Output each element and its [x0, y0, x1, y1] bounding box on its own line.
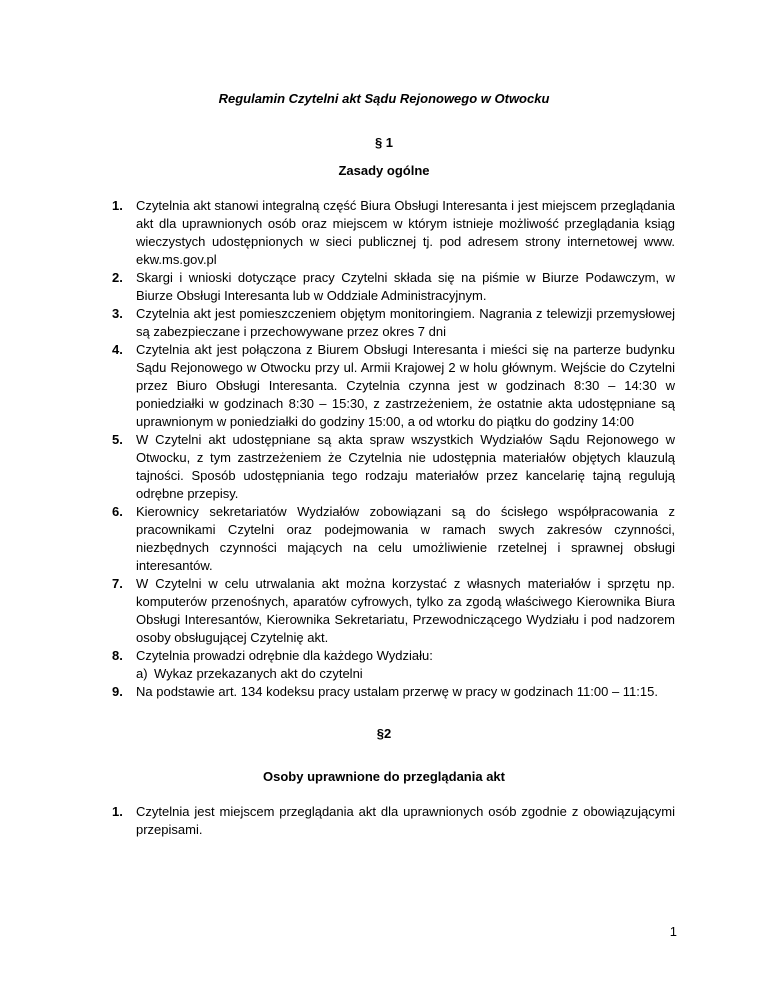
list-item: 9. Na podstawie art. 134 kodeksu pracy ustalam przerwę w pracy w godzinach 11:00 – 11:15.: [112, 684, 658, 699]
list-item: 1. Czytelnia jest miejscem przeglądania akt dla uprawnionych osób zgodnie z obowiązującymi przepisami.: [112, 804, 675, 837]
page-number: 1: [669, 924, 677, 939]
section-1-list: [98, 197, 675, 701]
list-item: 2. Skargi i wnioski dotyczące pracy Czytelni składa się na piśmie w Biurze Podawczym, w Biurze Obsługi Interesanta lub w Oddziale Administracyjnym.: [112, 270, 675, 303]
section-1-heading: Zasady ogólne: [338, 163, 430, 178]
list-item: 4. Czytelnia akt jest połączona z Biurem Obsługi Interesanta i mieści się na parterze budynku Sądu Rejonowego w Otwocku przy ul. Armii Krajowej 2 w holu głównym. Wejście do Czytelni przez Biuro Obsługi Interesanta. Czytelnia czynna jest w godzinach 8:30 – 14:30 w poniedziałki w godzinach 8:30 – 15:30, z zastrzeżeniem, że ostatnie akta udostępniane są uprawnionym w poniedziałki do godziny 15:00, a od wtorku do piątku do godziny 14:00: [112, 342, 675, 429]
list-item: 5. W Czytelni akt udostępniane są akta spraw wszystkich Wydziałów Sądu Rejonowego w Otwocku, z tym zastrzeżeniem że Czytelnia nie udostępnia materiałów objętych klauzulą tajności. Sposób udostępniania tego rodzaju materiałów przez kancelarię tajną regulują odrębne przepisy.: [112, 432, 675, 501]
list-item: 8. Czytelnia prowadzi odrębnie dla każdego Wydziału: a) Wykaz przekazanych akt do czytelni: [98, 647, 675, 683]
section-2-list: [98, 803, 675, 839]
list-item: 1. Czytelnia akt stanowi integralną część Biura Obsługi Interesanta i jest miejscem przeglądania akt dla uprawnionych osób oraz miejscem w którym istnieje możliwość przeglądania ksiąg wieczystych udostępnionych w sieci publicznej tj. pod adresem strony internetowej www. ekw.ms.gov.pl: [112, 198, 675, 267]
document-title: Regulamin Czytelni akt Sądu Rejonowego w Otwocku: [218, 91, 550, 106]
sub-list-item: a) Wykaz przekazanych akt do czytelni: [136, 666, 363, 681]
list-item: 3. Czytelnia akt jest pomieszczeniem objętym monitoringiem. Nagrania z telewizji przemysłowej są zabezpieczane i przechowywane przez okres 7 dni: [112, 306, 675, 339]
list-item: 7. W Czytelni w celu utrwalania akt można korzystać z własnych materiałów i sprzętu np. komputerów przenośnych, aparatów cyfrowych, tylko za zgodą właściwego Kierownika Biura Obsługi Interesantów, Kierownika Sekretariatu, Przewodniczącego Wydziału i pod nadzorem osoby obsługującej Czytelnię akt.: [112, 576, 675, 645]
list-item: 6. Kierownicy sekretariatów Wydziałów zobowiązani są do ścisłego współpracowania z pracownikami Czytelni oraz podejmowania w ramach swych zakresów czynności, niezbędnych czynności mających na celu umożliwienie rzetelnej i sprawnej obsługi interesantów.: [112, 504, 675, 573]
section-2-mark: §2: [376, 726, 392, 741]
section-1-mark: § 1: [374, 135, 394, 150]
section-2-heading: Osoby uprawnione do przeglądania akt: [263, 769, 505, 784]
